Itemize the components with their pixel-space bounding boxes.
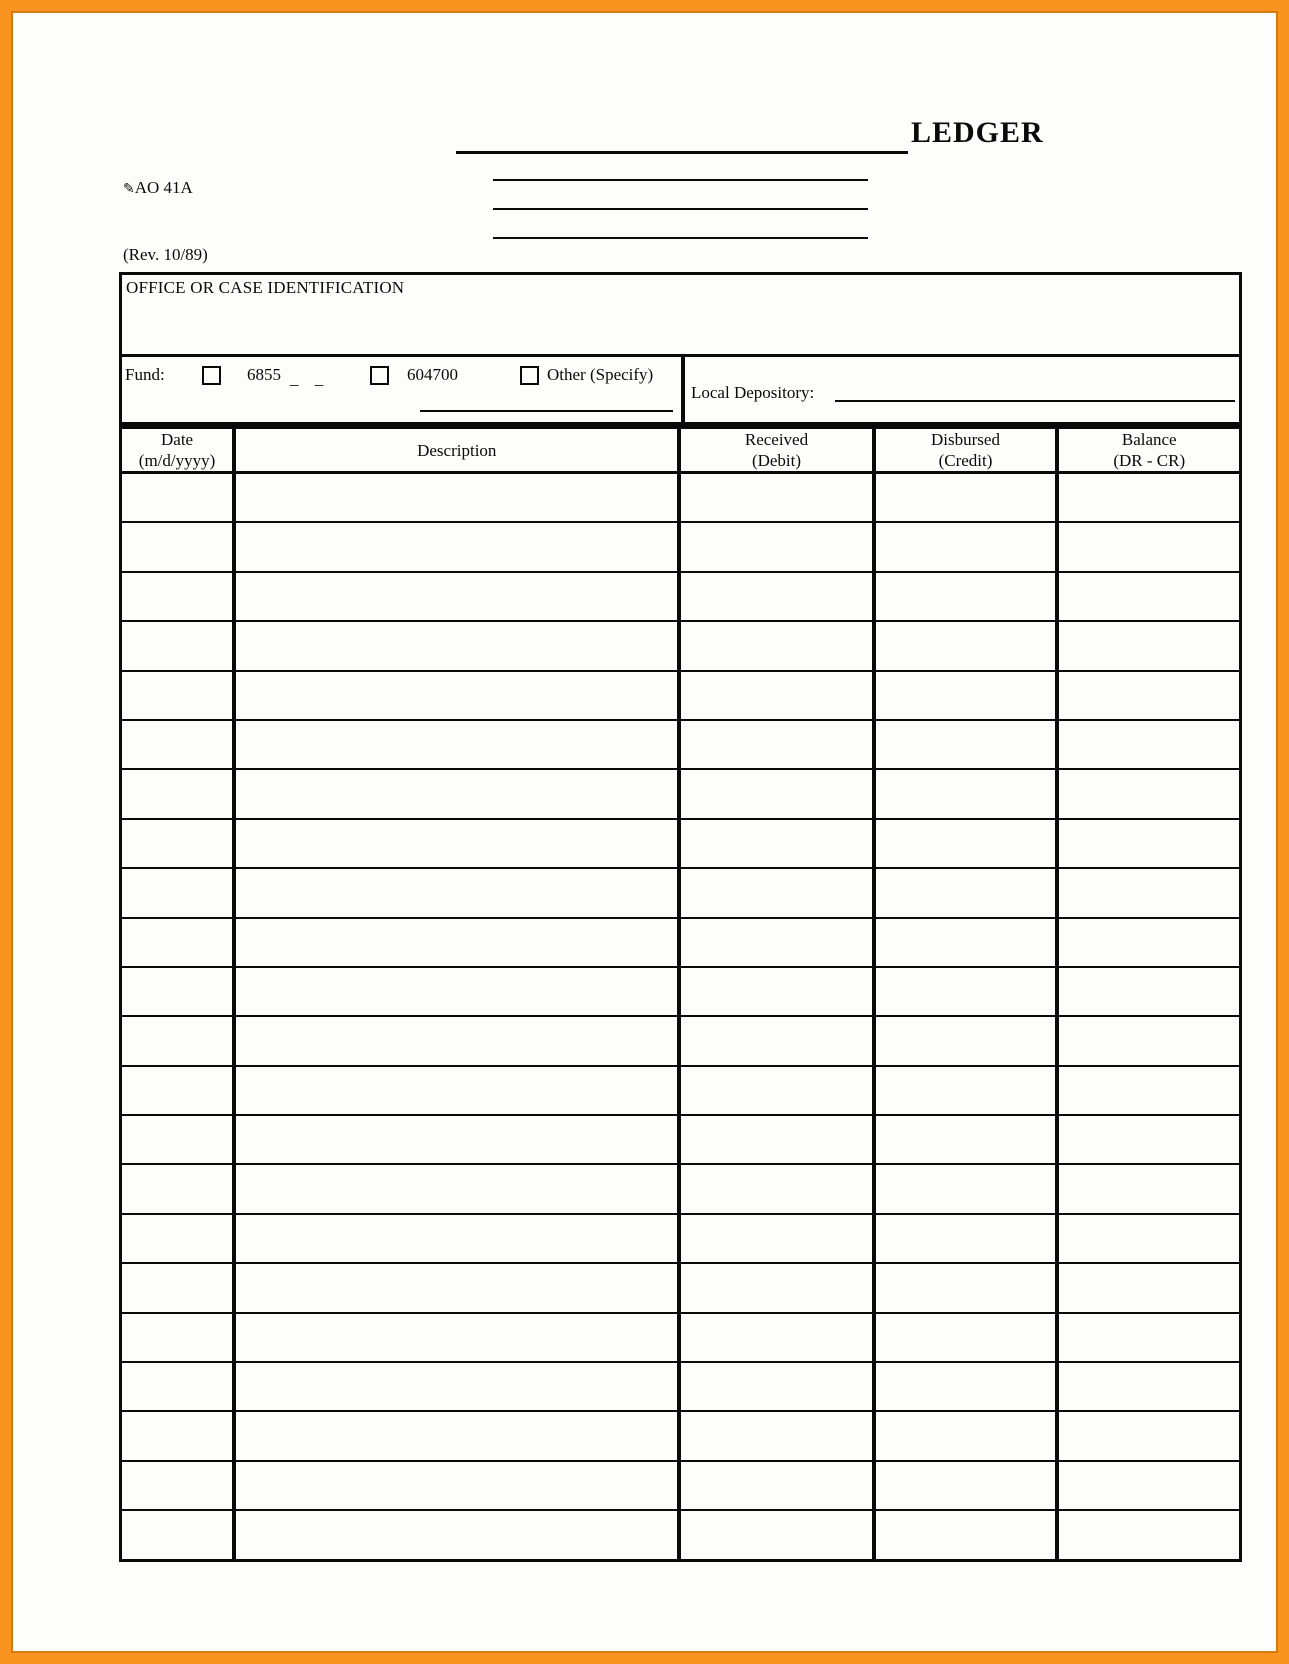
ledger-cell-disbursed[interactable] (874, 720, 1058, 769)
table-row (121, 671, 1241, 720)
table-row (121, 1164, 1241, 1213)
ledger-cell-received[interactable] (679, 1313, 873, 1362)
ledger-cell-received[interactable] (679, 1411, 873, 1460)
ledger-cell-description[interactable] (234, 720, 679, 769)
ledger-cell-description[interactable] (234, 522, 679, 571)
ledger-cell-received[interactable] (679, 868, 873, 917)
table-row (121, 967, 1241, 1016)
ledger-cell-received[interactable] (679, 819, 873, 868)
ledger-cell-date[interactable] (121, 819, 235, 868)
ledger-cell-disbursed[interactable] (874, 473, 1058, 523)
ledger-cell-description[interactable] (234, 868, 679, 917)
table-row (121, 1066, 1241, 1115)
ledger-cell-disbursed[interactable] (874, 1066, 1058, 1115)
ledger-cell-date[interactable] (121, 621, 235, 670)
ledger-cell-balance[interactable] (1057, 819, 1240, 868)
ledger-cell-description[interactable] (234, 967, 679, 1016)
column-header-received: Received (Debit) (679, 427, 873, 473)
ledger-cell-date[interactable] (121, 769, 235, 818)
table-row (121, 1411, 1241, 1460)
ledger-cell-disbursed[interactable] (874, 1510, 1058, 1560)
ledger-cell-disbursed[interactable] (874, 1263, 1058, 1312)
ledger-cell-received[interactable] (679, 720, 873, 769)
ledger-cell-disbursed[interactable] (874, 1461, 1058, 1510)
ledger-table-body (121, 473, 1241, 1561)
ledger-cell-description[interactable] (234, 819, 679, 868)
subtitle-blank-line-3[interactable] (493, 237, 868, 239)
ledger-cell-disbursed[interactable] (874, 621, 1058, 670)
ledger-cell-date[interactable] (121, 522, 235, 571)
subtitle-blank-line-2[interactable] (493, 208, 868, 210)
ledger-cell-received[interactable] (679, 1510, 873, 1560)
ledger-cell-disbursed[interactable] (874, 522, 1058, 571)
table-row (121, 522, 1241, 571)
ledger-cell-received[interactable] (679, 1115, 873, 1164)
ledger-cell-balance[interactable] (1057, 1510, 1240, 1560)
table-row (121, 621, 1241, 670)
ledger-cell-description[interactable] (234, 1461, 679, 1510)
ledger-cell-received[interactable] (679, 1461, 873, 1510)
ledger-cell-balance[interactable] (1057, 1066, 1240, 1115)
table-row (121, 720, 1241, 769)
ledger-cell-disbursed[interactable] (874, 671, 1058, 720)
ledger-cell-description[interactable] (234, 1164, 679, 1213)
table-row (121, 1115, 1241, 1164)
ledger-cell-description[interactable] (234, 1510, 679, 1560)
ledger-cell-balance[interactable] (1057, 1362, 1240, 1411)
ledger-cell-date[interactable] (121, 720, 235, 769)
ledger-cell-disbursed[interactable] (874, 1115, 1058, 1164)
fund-6855-blanks[interactable]: _ _ (290, 369, 330, 388)
fund-other-label: Other (Specify) (547, 365, 654, 384)
ledger-cell-balance[interactable] (1057, 1461, 1240, 1510)
ledger-cell-balance[interactable] (1057, 1214, 1240, 1263)
ledger-cell-date[interactable] (121, 1066, 235, 1115)
ledger-cell-date[interactable] (121, 918, 235, 967)
ledger-cell-date[interactable] (121, 473, 235, 523)
column-header-balance: Balance (DR - CR) (1057, 427, 1240, 473)
table-header-row (121, 427, 1241, 473)
ledger-cell-balance[interactable] (1057, 769, 1240, 818)
ledger-cell-description[interactable] (234, 918, 679, 967)
ledger-cell-received[interactable] (679, 473, 873, 523)
table-row (121, 1016, 1241, 1065)
table-row (121, 918, 1241, 967)
ledger-cell-description[interactable] (234, 1016, 679, 1065)
ledger-cell-received[interactable] (679, 1263, 873, 1312)
ledger-cell-balance[interactable] (1057, 1411, 1240, 1460)
ledger-cell-disbursed[interactable] (874, 769, 1058, 818)
ledger-cell-disbursed[interactable] (874, 1411, 1058, 1460)
page-title: LEDGER (911, 116, 1044, 149)
fund-other-specify-line[interactable] (420, 410, 673, 412)
ledger-cell-description[interactable] (234, 621, 679, 670)
ledger-cell-balance[interactable] (1057, 918, 1240, 967)
ledger-cell-received[interactable] (679, 769, 873, 818)
local-depository-line[interactable] (835, 400, 1235, 402)
ledger-cell-balance[interactable] (1057, 1115, 1240, 1164)
ledger-cell-date[interactable] (121, 671, 235, 720)
table-row (121, 868, 1241, 917)
fund-section (122, 357, 685, 422)
table-row (121, 769, 1241, 818)
ledger-cell-description[interactable] (234, 1214, 679, 1263)
ledger-cell-date[interactable] (121, 1016, 235, 1065)
ledger-cell-description[interactable] (234, 1115, 679, 1164)
office-case-identification-label: OFFICE OR CASE IDENTIFICATION (126, 278, 405, 297)
ledger-cell-balance[interactable] (1057, 621, 1240, 670)
fund-label: Fund: (125, 365, 165, 384)
table-row (121, 819, 1241, 868)
ledger-cell-received[interactable] (679, 621, 873, 670)
ledger-cell-disbursed[interactable] (874, 819, 1058, 868)
ledger-cell-disbursed[interactable] (874, 868, 1058, 917)
ledger-cell-date[interactable] (121, 1115, 235, 1164)
ledger-cell-received[interactable] (679, 522, 873, 571)
ledger-cell-date[interactable] (121, 1214, 235, 1263)
ledger-cell-description[interactable] (234, 572, 679, 621)
ledger-cell-balance[interactable] (1057, 967, 1240, 1016)
ledger-cell-received[interactable] (679, 1362, 873, 1411)
ledger-cell-description[interactable] (234, 1313, 679, 1362)
ledger-cell-balance[interactable] (1057, 522, 1240, 571)
fund-6855-label: 6855 (247, 365, 281, 384)
ledger-cell-received[interactable] (679, 1214, 873, 1263)
fund-604700-label: 604700 (407, 365, 458, 384)
table-row (121, 1362, 1241, 1411)
ledger-cell-received[interactable] (679, 671, 873, 720)
fund-other-checkbox[interactable] (520, 366, 539, 385)
ledger-cell-disbursed[interactable] (874, 967, 1058, 1016)
ledger-cell-date[interactable] (121, 1510, 235, 1560)
form-number: ✎AO 41A (123, 178, 193, 197)
ledger-cell-description[interactable] (234, 769, 679, 818)
table-row (121, 572, 1241, 621)
ledger-cell-description[interactable] (234, 1411, 679, 1460)
ledger-cell-description[interactable] (234, 1362, 679, 1411)
table-row (121, 1214, 1241, 1263)
ledger-cell-disbursed[interactable] (874, 1164, 1058, 1213)
ledger-cell-disbursed[interactable] (874, 1016, 1058, 1065)
table-row (121, 1263, 1241, 1312)
form-revision: (Rev. 10/89) (123, 245, 208, 264)
ledger-cell-received[interactable] (679, 1066, 873, 1115)
ledger-cell-balance[interactable] (1057, 720, 1240, 769)
local-depository-label: Local Depository: (691, 383, 815, 402)
column-header-description: Description (234, 427, 679, 473)
ledger-cell-date[interactable] (121, 868, 235, 917)
table-row (121, 473, 1241, 523)
title-blank-line[interactable] (456, 151, 908, 154)
form-page (13, 13, 1276, 1651)
ledger-cell-date[interactable] (121, 967, 235, 1016)
fund-604700-checkbox[interactable] (370, 366, 389, 385)
ledger-cell-date[interactable] (121, 1461, 235, 1510)
table-row (121, 1461, 1241, 1510)
ledger-cell-received[interactable] (679, 572, 873, 621)
ledger-cell-received[interactable] (679, 1016, 873, 1065)
ledger-cell-date[interactable] (121, 1263, 235, 1312)
fund-row (119, 357, 1242, 425)
column-header-disbursed: Disbursed (Credit) (874, 427, 1058, 473)
local-depository-section (685, 357, 1239, 422)
table-row (121, 1313, 1241, 1362)
ledger-cell-received[interactable] (679, 918, 873, 967)
ledger-cell-balance[interactable] (1057, 868, 1240, 917)
ledger-cell-balance[interactable] (1057, 1313, 1240, 1362)
ledger-cell-date[interactable] (121, 1362, 235, 1411)
ledger-cell-balance[interactable] (1057, 1016, 1240, 1065)
ledger-cell-balance[interactable] (1057, 1263, 1240, 1312)
ledger-cell-disbursed[interactable] (874, 1313, 1058, 1362)
ledger-table (119, 425, 1242, 1562)
ledger-cell-description[interactable] (234, 671, 679, 720)
ledger-cell-disbursed[interactable] (874, 1362, 1058, 1411)
table-row (121, 1510, 1241, 1560)
ledger-cell-disbursed[interactable] (874, 572, 1058, 621)
ledger-cell-received[interactable] (679, 1164, 873, 1213)
ledger-cell-description[interactable] (234, 1263, 679, 1312)
fund-6855-checkbox[interactable] (202, 366, 221, 385)
ledger-cell-balance[interactable] (1057, 1164, 1240, 1213)
ledger-cell-date[interactable] (121, 1164, 235, 1213)
form-body (119, 272, 1242, 1562)
ledger-cell-date[interactable] (121, 1313, 235, 1362)
ledger-cell-description[interactable] (234, 473, 679, 523)
ledger-cell-received[interactable] (679, 967, 873, 1016)
ledger-cell-description[interactable] (234, 1066, 679, 1115)
subtitle-blank-line-1[interactable] (493, 179, 868, 181)
column-header-date: Date (m/d/yyyy) (121, 427, 235, 473)
ledger-cell-date[interactable] (121, 572, 235, 621)
ledger-cell-disbursed[interactable] (874, 918, 1058, 967)
ledger-cell-disbursed[interactable] (874, 1214, 1058, 1263)
ledger-cell-balance[interactable] (1057, 671, 1240, 720)
ledger-cell-balance[interactable] (1057, 473, 1240, 523)
ledger-cell-date[interactable] (121, 1411, 235, 1460)
ledger-cell-balance[interactable] (1057, 572, 1240, 621)
pencil-icon: ✎ (123, 181, 135, 197)
office-case-identification-box[interactable] (119, 272, 1242, 357)
